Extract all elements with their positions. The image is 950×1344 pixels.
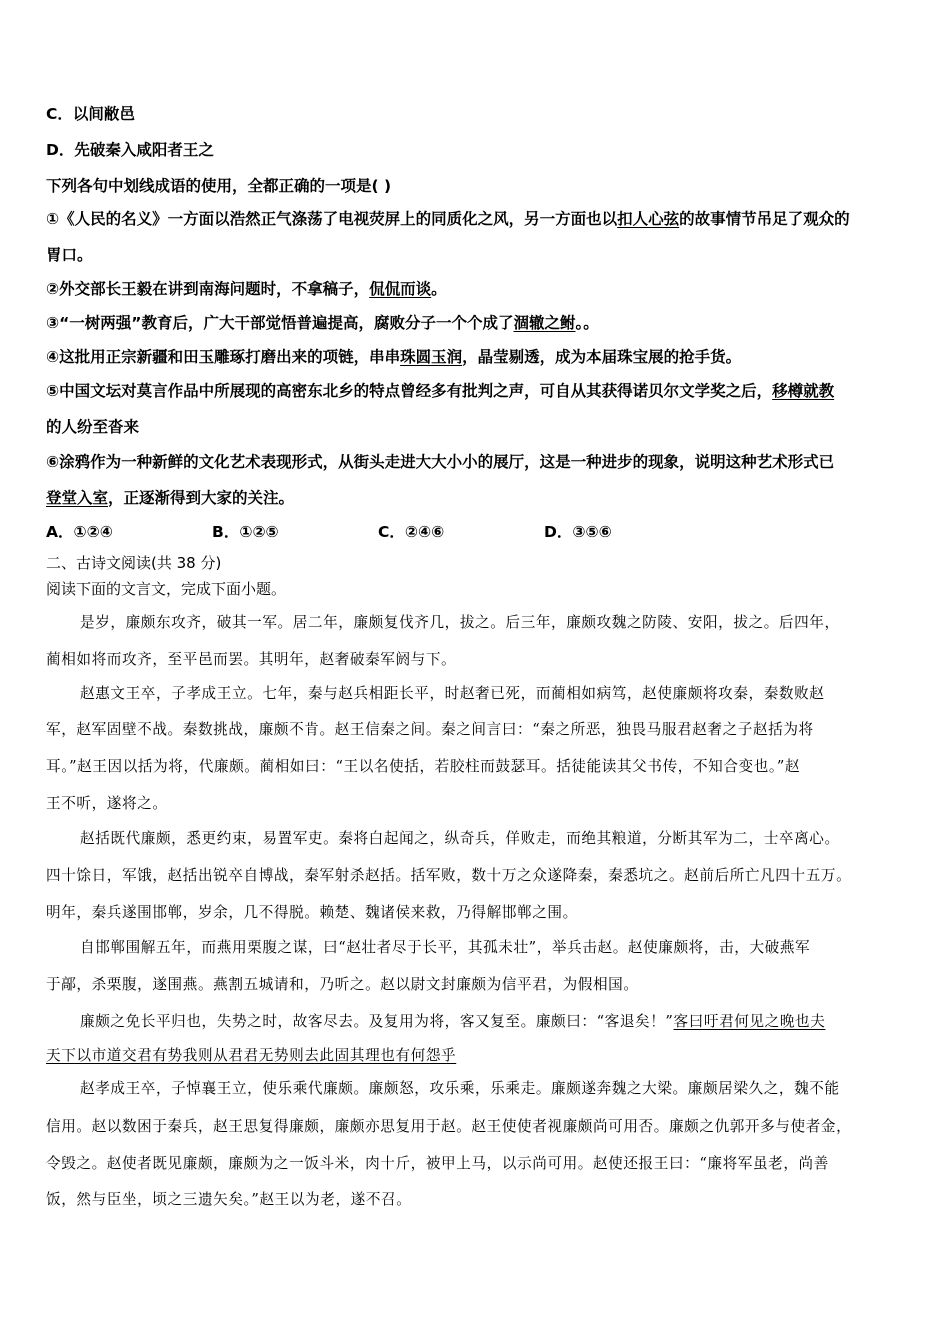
passage-line: 饭，然与臣坐，顷之三遗矢矣。”赵王以为老，遂不召。 [46,1191,412,1208]
item-text: ，晶莹剔透，成为本届珠宝展的抢手货。 [462,348,742,366]
item-text: ，正逐渐得到大家的关注。 [108,489,295,507]
passage-line: 自邯郸围解五年，而燕用栗腹之谋，曰“赵壮者尽于长平，其孤未壮”，举兵击赵。赵使廉颇将，击，大破燕军 [80,939,811,956]
passage-line: 耳。”赵王因以括为将，代廉颇。蔺相如曰：“王以名使括，若胶柱而鼓瑟耳。括徒能读其父书传，不知合变也。”赵 [46,758,801,775]
option-c-text: C．以间敝邑 [46,105,135,123]
passage-line: 令毁之。赵使者既见廉颇，廉颇为之一饭斗米，肉十斤，被甲上马，以示尚可用。赵使还报王曰：“廉将军虽老，尚善 [46,1155,829,1172]
section-heading: 二、古诗文阅读(共 38 分) [46,554,222,572]
item-text: ②外交部长王毅在讲到南海问题时，不拿稿子， [46,280,370,298]
section-instruction: 阅读下面的文言文，完成下面小题。 [46,580,287,598]
passage-line: 四十馀日，军饿，赵括出锐卒自博战，秦军射杀赵括。括军败，数十万之众遂降秦，秦悉坑之。赵前后所亡凡四十五万。 [46,867,852,884]
passage-text: 廉颇之免长平归也，失势之时，故客尽去。及复用为将，客又复至。廉颇曰：“客退矣！” [80,1013,674,1030]
item-text: 。 [431,280,447,298]
answer-option-b: B．①②⑤ [212,523,279,541]
passage-line: 王不听，遂将之。 [46,795,168,812]
passage-line: 明年，秦兵遂围邯郸，岁余，几不得脱。赖楚、魏诸侯来救，乃得解邯郸之围。 [46,904,578,921]
item-text: 。。 [575,314,599,332]
passage-line: 于鄗，杀栗腹，遂围燕。燕割五城请和，乃听之。赵以尉文封廉颇为信平君，为假相国。 [46,976,639,993]
passage-line: 蔺相如将而攻齐，至平邑而罢。其明年，赵奢破秦军阏与下。 [46,651,457,668]
underlined-idiom: 涸辙之鲋 [513,314,576,332]
item-text: 的故事情节吊足了观众的 [679,210,850,228]
passage-line: 赵孝成王卒，子悼襄王立，使乐乘代廉颇。廉颇怒，攻乐乘，乐乘走。廉颇遂奔魏之大梁。廉颇居梁久之，魏不能 [80,1080,840,1097]
underlined-idiom: 登堂入室 [46,489,109,507]
underlined-idiom: 移樽就教 [772,382,835,400]
item-text: ③“一树两强”教育后，广大干部觉悟普遍提高，腐败分子一个个成了 [46,314,514,332]
answer-option-c: C．②④⑥ [378,523,445,541]
item-text: ⑤中国文坛对莫言作品中所展现的高密东北乡的特点曾经多有批判之声，可自从其获得诺贝尔文学奖之后， [46,382,773,400]
passage-line [80,1010,825,1031]
question-item-6: ⑥涂鸦作为一种新鲜的文化艺术表现形式，从街头走进大大小小的展厅，这是一种进步的现象，说明这种艺术形式已 [46,453,835,471]
underlined-passage: 客曰吁君何见之晚也夫 [673,1013,826,1030]
question-item-3 [46,311,599,333]
underlined-idiom: 扣人心弦 [617,210,680,228]
question-item-2 [46,277,447,299]
item-text: ④这批用正宗新疆和田玉雕琢打磨出来的项链，串串 [46,348,401,366]
underlined-passage: 天下以市道交君有势我则从君君无势则去此固其理也有何怨乎 [46,1047,457,1064]
option-d-text: D．先破秦入咸阳者王之 [46,141,214,159]
question-item-5-cont: 的人纷至沓来 [46,418,140,436]
answer-option-a: A．①②④ [46,523,113,541]
question-item-1-cont: 胃口。 [46,246,93,264]
question-item-6-cont [46,486,294,508]
answer-options [46,520,612,542]
underlined-idiom: 珠圆玉润 [400,348,463,366]
passage-line: 赵括既代廉颇，悉更约束，易置军吏。秦将白起闻之，纵奇兵，佯败走，而绝其粮道，分断其军为二，士卒离心。 [80,830,840,847]
passage-line: 赵惠文王卒，子孝成王立。七年，秦与赵兵相距长平，时赵奢已死，而蔺相如病笃，赵使廉颇将攻秦，秦数败赵 [80,685,825,702]
passage-line [46,1044,456,1065]
passage-line: 是岁，廉颇东攻齐，破其一军。居二年，廉颇复伐齐几，拔之。后三年，廉颇攻魏之防陵、安阳，拔之。后四年， [80,614,840,631]
underlined-idiom: 侃侃而谈 [369,280,432,298]
question-item-1 [46,207,850,229]
question-stem: 下列各句中划线成语的使用，全都正确的一项是( ) [46,177,392,195]
question-item-4 [46,345,741,367]
question-item-5 [46,379,834,401]
passage-line: 军，赵军固壁不战。秦数挑战，廉颇不肯。赵王信秦之间。秦之间言曰：“秦之所恶，独畏马服君赵奢之子赵括为将 [46,721,814,738]
item-text: ①《人民的名义》一方面以浩然正气涤荡了电视荧屏上的同质化之风，另一方面也以 [46,210,618,228]
answer-option-d: D．③⑤⑥ [544,523,612,541]
passage-line: 信用。赵以数困于秦兵，赵王思复得廉颇，廉颇亦思复用于赵。赵王使使者视廉颇尚可用否。廉颇之仇郭开多与使者金， [46,1118,852,1135]
